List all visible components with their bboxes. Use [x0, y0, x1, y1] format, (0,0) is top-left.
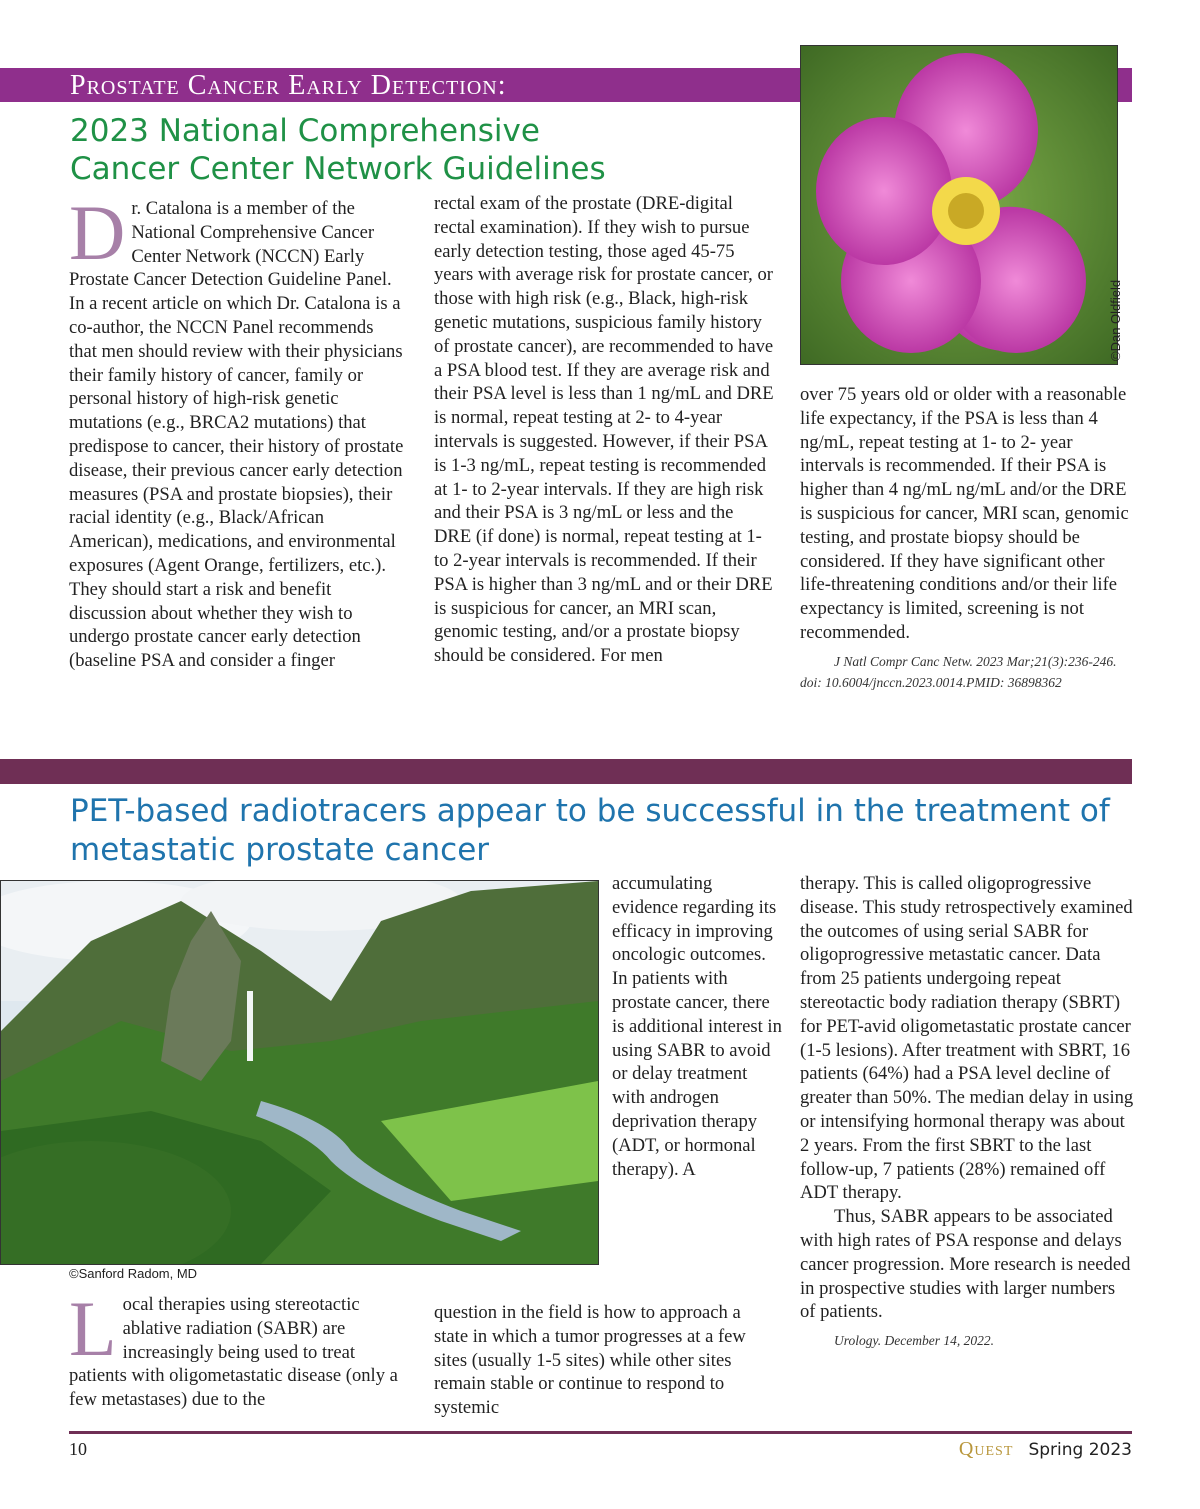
column-text: accumulating evidence regarding its efficacy in improving oncologic outcomes. In patients with prostate cancer, there is additional interest in using SABR to avoid or delay treatment with androgen deprivation therapy (ADT, or hormonal therapy). A: [612, 873, 782, 1180]
footer-publication: [880, 1438, 1132, 1461]
drop-cap: L: [69, 1285, 117, 1372]
column-text: ocal therapies using stereotactic ablative radiation (SABR) are increasingly being used to treat patients with oligometastatic disease (only a few metastases) due to the: [69, 1294, 398, 1411]
citation: Urology. December 14, 2022.: [834, 1333, 994, 1349]
photo-credit: ©Sanford Radom, MD: [69, 1266, 198, 1281]
footer-rule: [69, 1431, 1132, 1434]
article1-column3: [800, 383, 1135, 693]
column-text: therapy. This is called oligoprogressive disease. This study retrospectively examined the outcomes of using serial SABR for oligoprogressive metastatic cancer. Data from 25 patients undergoing repeat stereotactic body radiation therapy (SBRT) for PET-avid oligometastatic prostate cancer (1-5 lesions). After treatment with SBRT, 16 patients (64%) had a PSA level decline of greater than 50%. The median delay in using or intensifying hormonal therapy was about 2 years. From the first SBRT to the last follow-up, 7 patients (28%) remained off ADT therapy.: [800, 873, 1134, 1204]
issue-label: Spring 2023: [1028, 1440, 1132, 1460]
publication-name: Quest: [958, 1438, 1014, 1460]
article-title-guidelines: [70, 112, 790, 188]
article2-column2-bottom: [434, 1301, 779, 1420]
article1-column1: [69, 189, 404, 673]
column-text: rectal exam of the prostate (DRE-digital rectal examination). If they wish to pursue early detection testing, those aged 45-75 years with average risk for prostate cancer, or those with high risk (e.g., Black, high-risk genetic mutations, suspicious family history of prostate cancer), are recommended to have a PSA blood test. If they are average risk and their PSA level is less than 1 ng/mL and DRE is normal, repeat testing at 2- to 4-year intervals is suggested. However, if their PSA is 1-3 ng/mL, repeat testing is recommended at 1- to 2-year intervals. If they are high risk and their PSA is 3 ng/mL or less and the DRE (if done) is normal, repeat testing at 1- to 2-year intervals is recommended. If their PSA is higher than 3 ng/mL and or their DRE is suspicious for cancer, an MRI scan, genomic testing, and/or a prostate biopsy should be considered. For men: [434, 193, 774, 667]
column-text: question in the field is how to approach a state in which a tumor progresses at a few sites (usually 1-5 sites) while other sites remain stable or continue to respond to systemic: [434, 1302, 746, 1419]
article1-column2: [434, 192, 774, 668]
title-line: PET-based radiotracers appear to be successful in the treatment of: [70, 793, 1110, 829]
column-text: over 75 years old or older with a reasonable life expectancy, if the PSA is less than 4 ng/mL, repeat testing at 1- to 2- year intervals is recommended. If their PSA is higher than 4 ng/mL ng/mL and/or the DRE is suspicious for cancer, MRI scan, genomic testing, and prostate biopsy should be considered. If they have significant other life-threatening conditions and/or their life expectancy is limited, screening is not recommended.: [800, 384, 1129, 643]
article2-column1: [69, 1285, 404, 1412]
drop-cap: D: [69, 189, 126, 276]
section-divider: [0, 759, 1132, 784]
flower-photo: [800, 45, 1118, 365]
landscape-illustration: [1, 881, 598, 1264]
landscape-photo: [0, 880, 599, 1265]
page-number: 10: [69, 1439, 87, 1459]
citation: J Natl Compr Canc Netw. 2023 Mar;21(3):236-246. doi: 10.6004/jnccn.2023.0014.PMID: 36898362: [800, 653, 1117, 690]
title-line: Cancer Center Network Guidelines: [70, 151, 606, 187]
flower-illustration: [801, 46, 1117, 364]
banner-heading: Prostate Cancer Early Detection:: [70, 70, 507, 101]
column-text: r. Catalona is a member of the National Comprehensive Cancer Center Network (NCCN) Early Prostate Cancer Detection Guideline Panel. In a recent article on which Dr. Catalona is a co-author, the NCCN Panel recommends that men should review with their physicians their family history of cancer, family or personal history of high-risk genetic mutations (e.g., BRCA2 mutations) that predispose to cancer, their history of prostate disease, their previous cancer early detection measures (PSA and prostate biopsies), their racial identity (e.g., Black/African American), medications, and environmental exposures (Agent Orange, fertilizers, etc.). They should start a risk and benefit discussion about whether they wish to undergo prostate cancer early detection (baseline PSA and consider a finger: [69, 198, 404, 672]
photo-credit: ©Dan Oldfield: [1108, 279, 1123, 361]
article2-column3: [800, 872, 1135, 1351]
article2-column2-top: [612, 872, 782, 1181]
title-line: metastatic prostate cancer: [70, 832, 490, 868]
column-text: Thus, SABR appears to be associated with high rates of PSA response and delays cancer progression. More research is needed in prospective studies with larger numbers of patients.: [800, 1206, 1131, 1323]
title-line: 2023 National Comprehensive: [70, 113, 540, 149]
article-title-pet: [70, 792, 1130, 870]
